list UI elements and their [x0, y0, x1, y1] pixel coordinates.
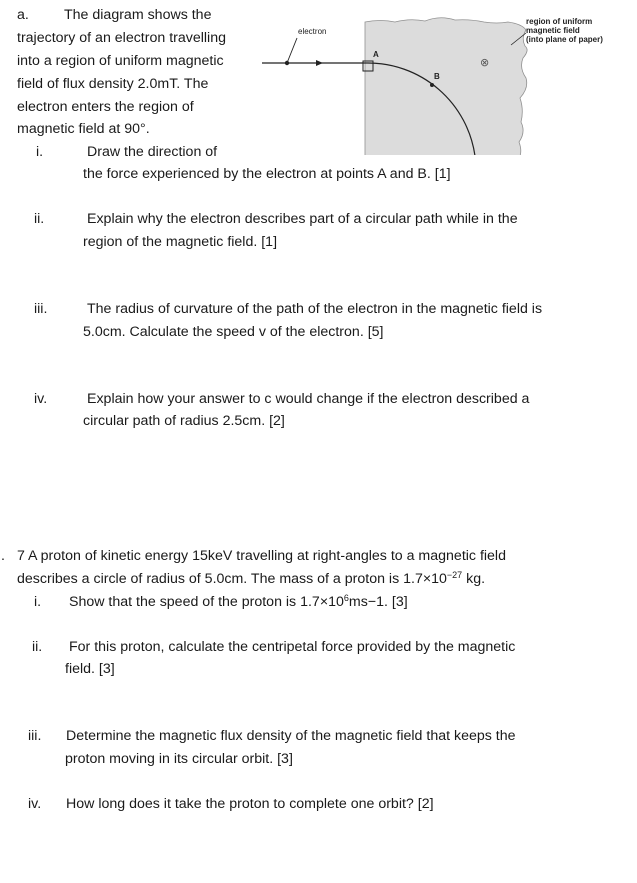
part-number: iv. — [34, 391, 48, 407]
part-number: ii. — [34, 211, 45, 227]
electron-label: electron — [298, 27, 327, 36]
point-a-label: A — [373, 50, 379, 59]
part-text-line: field. [3] — [65, 661, 115, 677]
part-text-line: The radius of curvature of the path of the electron in the magnetic field is — [87, 301, 543, 317]
part-text-line: For this proton, calculate the centripetal force provided by the magnetic — [69, 639, 516, 655]
part-text-line: proton moving in its circular orbit. [3] — [65, 751, 293, 767]
question-a-intro-line: The diagram shows the — [64, 7, 212, 23]
question-a-intro-line: trajectory of an electron travelling — [17, 30, 226, 46]
part-text-line: How long does it take the proton to complete one orbit? [2] — [66, 796, 434, 812]
part-number: iii. — [34, 301, 48, 317]
question-7-intro-line: describes a circle of radius of 5.0cm. The mass of a proton is $1.7\times 10^{-27}$ kg. — [17, 570, 486, 587]
part-number: i. — [34, 594, 42, 610]
part-text-line: Explain how your answer to c would change if the electron described a — [87, 391, 530, 407]
part-text-line: Show that the speed of the proton is $1.7\times 10^6ms-1$. [3] — [69, 593, 408, 610]
path-arrow-icon — [316, 60, 323, 66]
point-b-dot — [430, 83, 434, 87]
question-a-intro-line: field of flux density 2.0mT. The — [17, 76, 209, 92]
field-into-page-icon: ⊗ — [480, 57, 490, 69]
part-number: i. — [36, 144, 44, 160]
part-text-line: the force experienced by the electron at points A and B. [1] — [83, 166, 451, 182]
question-a-intro-line: into a region of uniform magnetic — [17, 53, 224, 69]
region-label-line: region of uniform — [526, 17, 593, 26]
magnetic-field-diagram — [255, 5, 637, 155]
question-a-intro-line: electron enters the region of — [17, 99, 194, 115]
part-text-line: Draw the direction of — [87, 144, 218, 160]
part-text-line: circular path of radius 2.5cm. [2] — [83, 413, 285, 429]
point-b-label: B — [434, 72, 440, 81]
question-a-intro-line: magnetic field at 90°. — [17, 121, 150, 137]
part-text-line: 5.0cm. Calculate the speed v of the electron. [5] — [83, 324, 384, 340]
electron-dot — [285, 61, 289, 65]
field-region — [365, 18, 527, 155]
region-label-line: (into plane of paper) — [526, 35, 603, 44]
question-7-bullet: . — [1, 548, 5, 564]
question-a-number: a. — [17, 7, 29, 23]
question-7-intro-line: 7 A proton of kinetic energy 15keV travelling at right-angles to a magnetic field — [17, 548, 506, 564]
region-label-line: magnetic field — [526, 26, 580, 35]
part-number: ii. — [32, 639, 43, 655]
part-number: iii. — [28, 728, 42, 744]
part-text-line: region of the magnetic field. [1] — [83, 234, 278, 250]
part-text-line: Explain why the electron describes part of a circular path while in the — [87, 211, 518, 227]
part-text-line: Determine the magnetic flux density of the magnetic field that keeps the — [66, 728, 516, 744]
electron-pointer — [287, 38, 297, 63]
part-number: iv. — [28, 796, 42, 812]
